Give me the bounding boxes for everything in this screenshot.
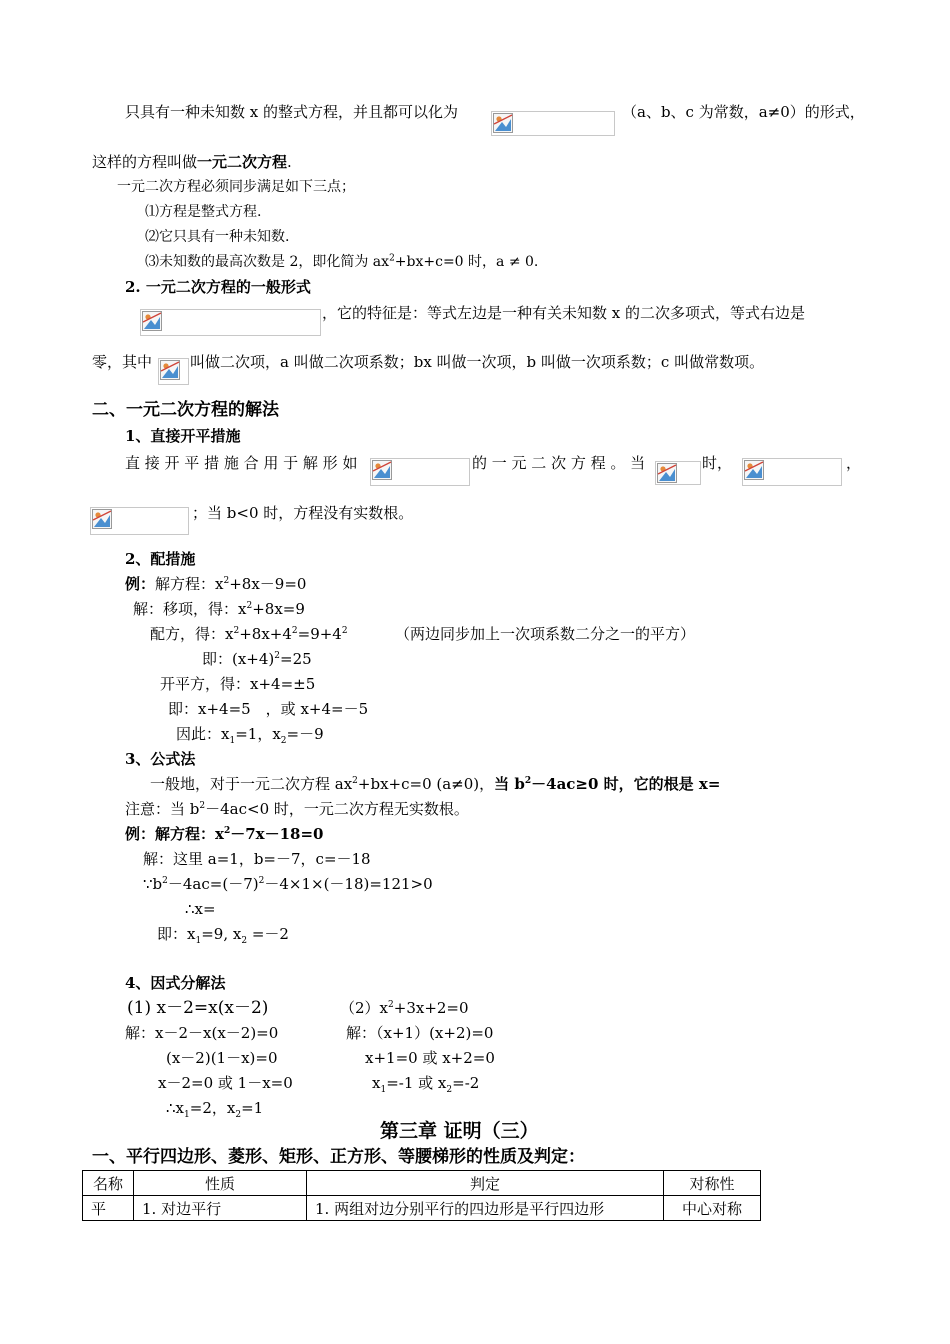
method-4-left-5: $\therefore x_1=2$，$x_2=1$ — [166, 1099, 264, 1120]
formula-image-placeholder — [90, 507, 189, 535]
formula-image-placeholder — [491, 111, 615, 136]
table-header-cell: 对称性 — [664, 1171, 761, 1196]
condition-2: ⑵它只具有一种未知数. — [145, 229, 290, 245]
para-intro: 只具有一种未知数 x 的整式方程，并且都可以化为 — [125, 103, 458, 121]
method-3-example: 例：解方程：$x^2-7x-18=0$ — [125, 825, 324, 843]
method-2-step-5: 即：x+4=5 ，或 x+4=－5 — [168, 700, 369, 718]
method-2-step-1: 解：移项，得：$x^2+8x=9$ — [133, 600, 305, 618]
broken-image-icon — [160, 360, 180, 380]
definition-line: 这样的方程叫做一元二次方程. — [92, 153, 292, 171]
broken-image-icon — [372, 460, 392, 480]
method-4-right-4: $x_1=-1$ 或 $x_2=-2$ — [372, 1074, 480, 1095]
table-cell: 1. 对边平行 — [134, 1196, 307, 1221]
section-general-form-title: 2. 一元二次方程的一般形式 — [125, 278, 311, 296]
formula-image-placeholder — [370, 458, 470, 486]
general-form-desc: ，它的特征是：等式左边是一种有关未知数 x 的二次多项式，等式右边是 — [322, 304, 805, 322]
method-1-text-2: 的 一 元 二 次 方 程 。 当 — [472, 454, 646, 472]
condition-3: ⑶未知数的最高次数是 2，即化简为 $ax^2+bx+c=0$ 时，a ≠ 0. — [145, 253, 539, 270]
table-header-cell: 名称 — [83, 1171, 134, 1196]
method-3-step-3: ∴x= — [185, 900, 216, 918]
method-2-step-3: 即：$(x+4)^2=25$ — [202, 650, 312, 668]
method-3-title: 3、公式法 — [125, 750, 196, 768]
heading-solving-methods: 二、一元二次方程的解法 — [92, 400, 279, 420]
method-3-step-2: $\because b^2-4ac=(-7)^2-4\times 1\times(-18)=121>0$ — [143, 875, 433, 893]
method-1-comma: ， — [846, 454, 862, 472]
method-2-step-6: 因此：$x_1=1$，$x_2=-9$ — [176, 725, 324, 746]
table-cell: 平 — [83, 1196, 134, 1221]
table-cell: 1. 两组对边分别平行的四边形是平行四边形 — [307, 1196, 664, 1221]
general-form-desc-2: 零，其中 — [92, 353, 153, 371]
formula-image-placeholder — [140, 309, 321, 336]
formula-image-placeholder — [742, 458, 842, 486]
method-1-text-3: 时， — [702, 454, 733, 472]
method-4-right-1: $(2)x^2+3x+2=0$ — [340, 999, 469, 1017]
broken-image-icon — [744, 460, 764, 480]
broken-image-icon — [493, 113, 513, 133]
method-4-title: 4、因式分解法 — [125, 974, 226, 992]
method-3-note: 注意：当 $b^2-4ac<0$ 时，一元二次方程无实数根。 — [125, 800, 469, 818]
broken-image-icon — [657, 463, 677, 483]
method-4-left-3: (x－2)(1－x)=0 — [166, 1049, 278, 1067]
method-2-example: 例：解方程：$x^2+8x-9=0$ — [125, 575, 307, 593]
formula-image-placeholder — [158, 358, 189, 385]
method-1-text-4: ；当 b<0 时，方程没有实数根。 — [192, 504, 414, 522]
formula-image-placeholder — [655, 461, 701, 485]
chapter-title: 第三章 证明（三） — [380, 1120, 539, 1142]
method-4-left-4: x－2=0 或 1－x=0 — [158, 1074, 293, 1092]
method-2-step-2: 配方，得：$x^2+8x+4^2=9+4^2$ — [150, 625, 348, 643]
table-cell: 中心对称 — [664, 1196, 761, 1221]
method-2-title: 2、配措施 — [125, 550, 196, 568]
para-intro-tail: （a、b、c 为常数，a≠0）的形式， — [622, 103, 865, 121]
method-4-left-1: (1) x－2=x(x－2) — [127, 998, 269, 1018]
table-header-cell: 判定 — [307, 1171, 664, 1196]
method-2-step-4: 开平方，得：x+4=±5 — [160, 675, 316, 693]
broken-image-icon — [92, 509, 112, 529]
method-3-step-1: 解：这里 a=1，b=－7，c=－18 — [143, 850, 371, 868]
condition-1: ⑴方程是整式方程. — [145, 204, 262, 220]
broken-image-icon — [142, 311, 162, 331]
table-header-row — [83, 1171, 761, 1196]
table-row — [83, 1196, 761, 1221]
method-4-right-2: 解：（x+1）(x+2)=0 — [346, 1024, 494, 1042]
conditions-intro: 一元二次方程必须同步满足如下三点； — [117, 179, 355, 195]
table-header-cell: 性质 — [134, 1171, 307, 1196]
method-1-text: 直 接 开 平 措 施 合 用 于 解 形 如 — [125, 454, 358, 472]
method-2-note: （两边同步加上一次项系数二分之一的平方） — [395, 625, 696, 643]
method-3-formula-text: 一般地，对于一元二次方程 $ax^2+bx+c=0$ (a≠0)，当 $b^2-4ac\ge 0$ 时，它的根是 x= — [150, 775, 721, 793]
method-4-left-2: 解：x－2－x(x－2)=0 — [125, 1024, 279, 1042]
method-3-step-4: 即：$x_1=9$, $x_2 =-2$ — [157, 925, 289, 946]
properties-table — [82, 1170, 761, 1221]
method-4-right-3: x+1=0 或 x+2=0 — [365, 1049, 495, 1067]
general-form-desc-3: 叫做二次项，a 叫做二次项系数；bx 叫做一次项，b 叫做一次项系数；c 叫做常数项。 — [190, 353, 765, 371]
method-1-title: 1、直接开平措施 — [125, 427, 241, 445]
section-quadrilaterals-heading: 一、平行四边形、菱形、矩形、正方形、等腰梯形的性质及判定： — [92, 1147, 585, 1167]
